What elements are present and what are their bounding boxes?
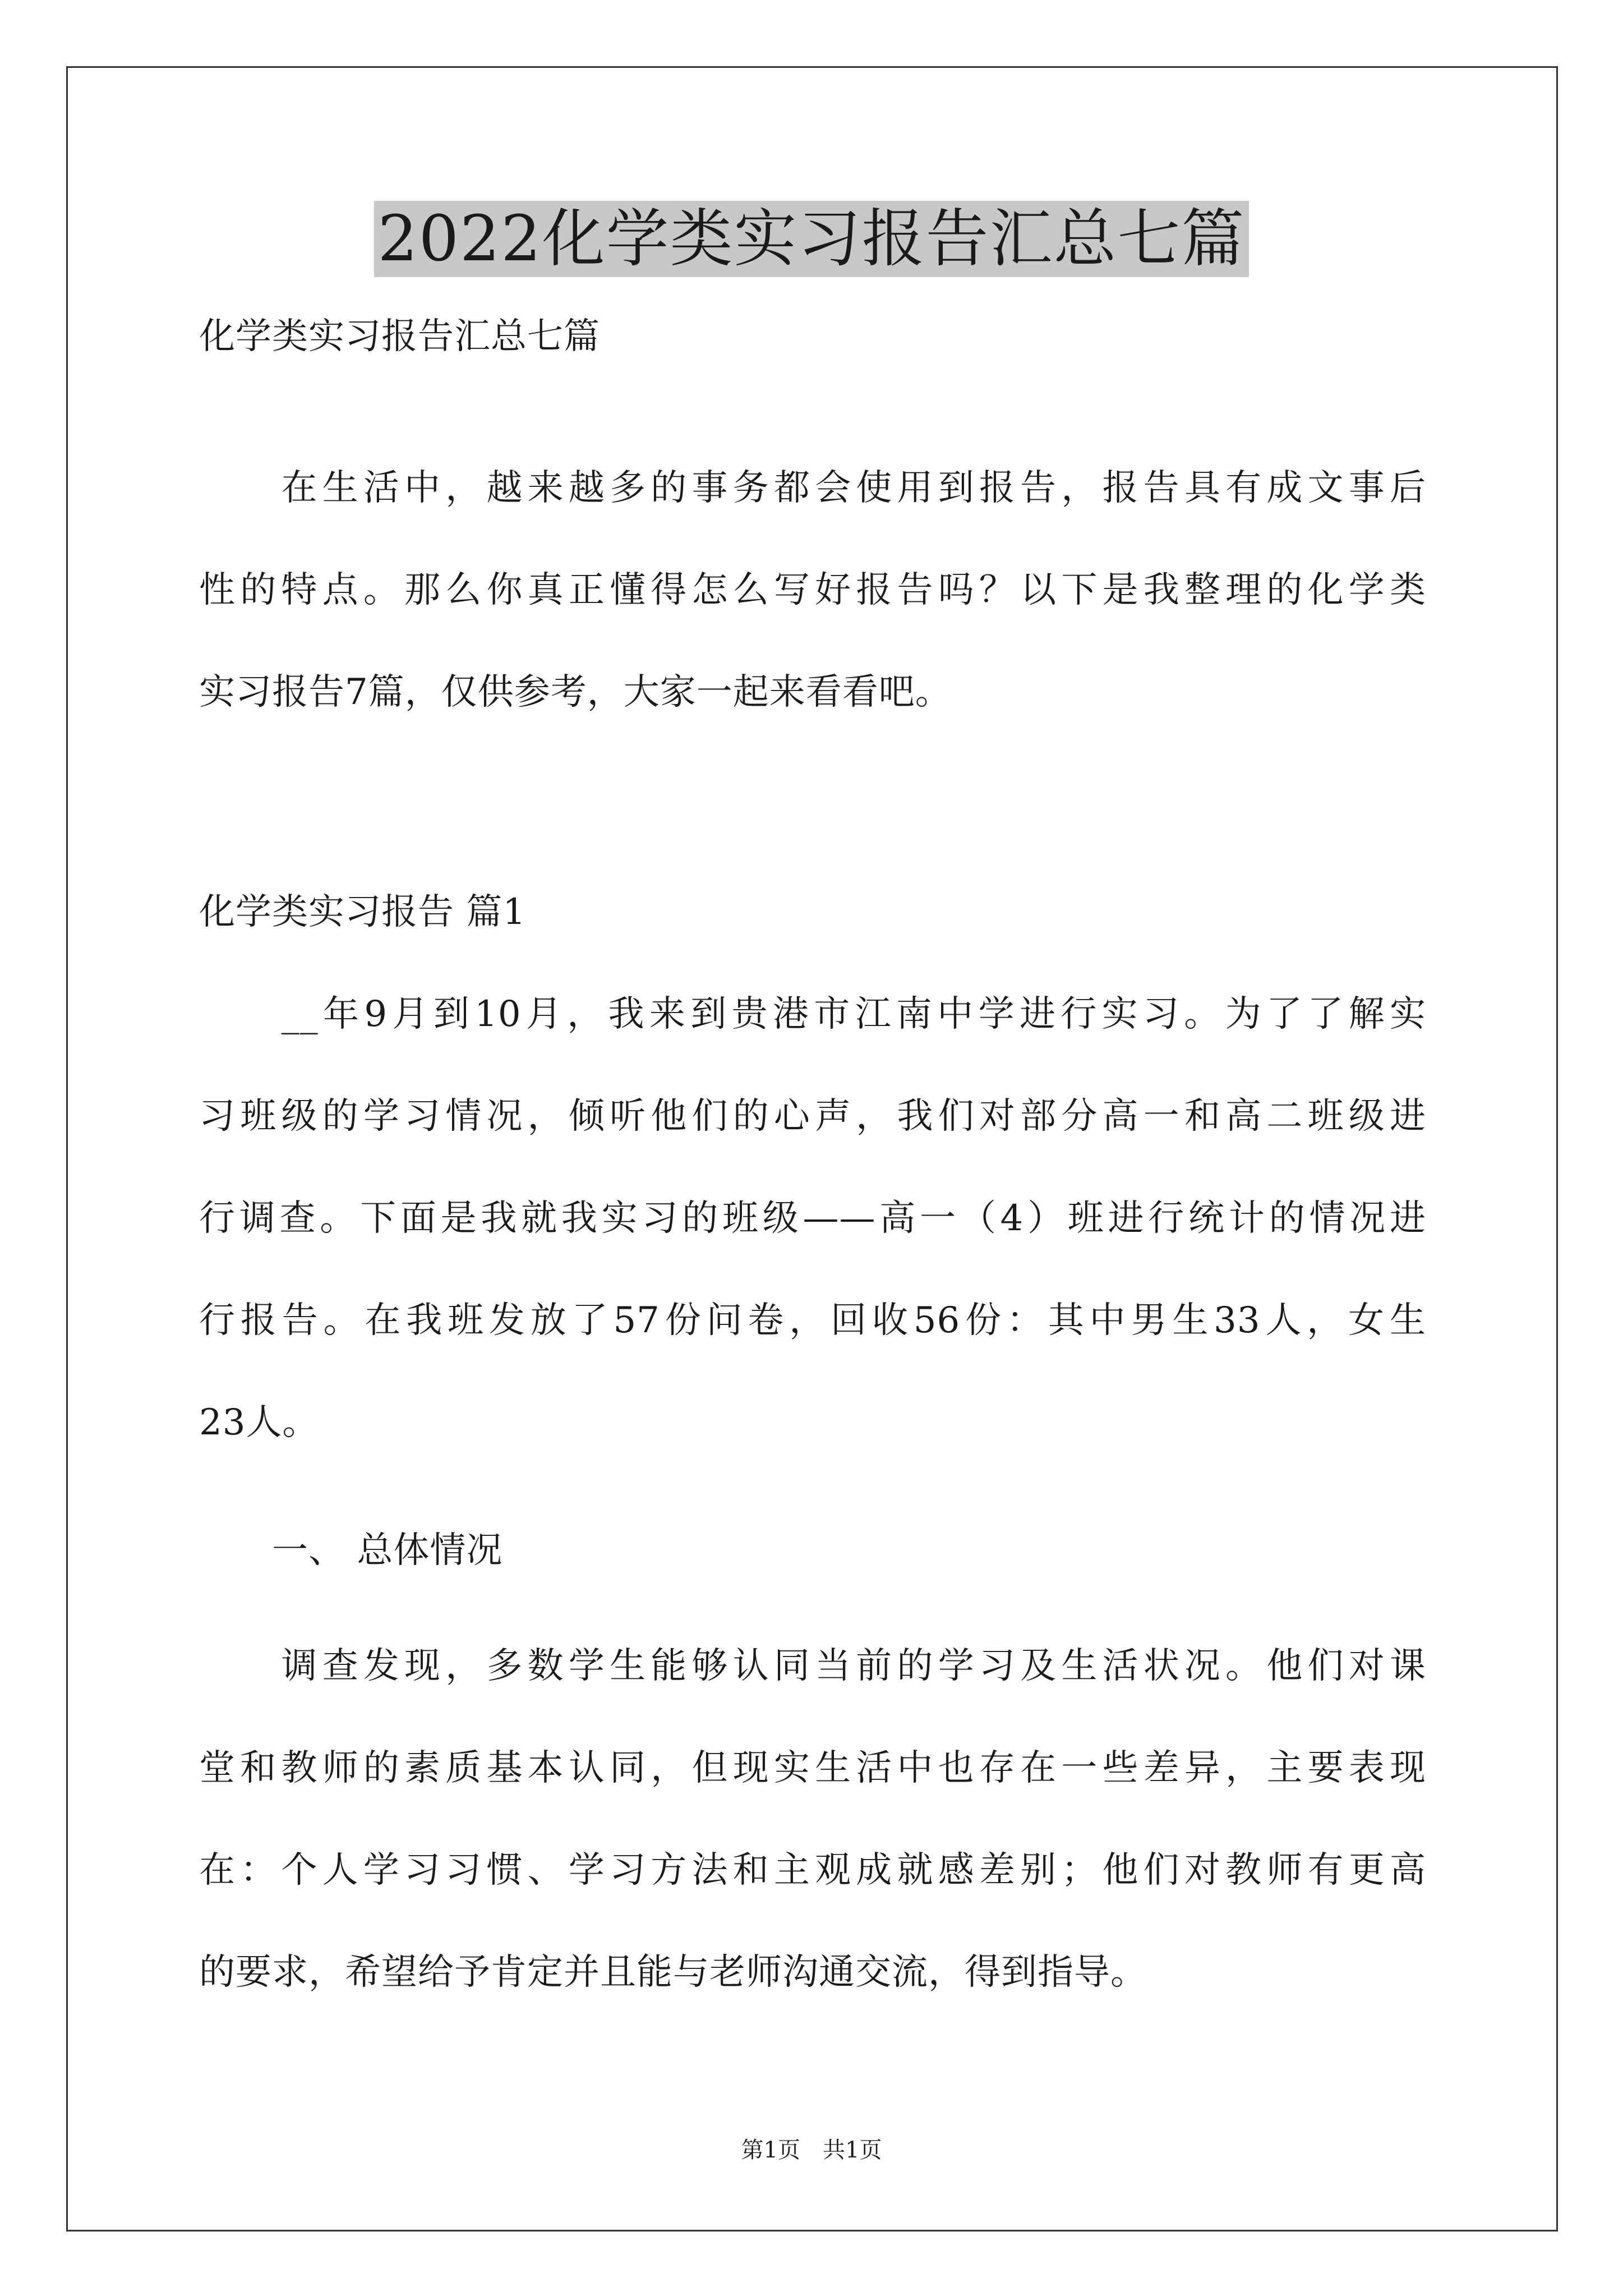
document-subtitle: 化学类实习报告汇总七篇 (199, 316, 600, 357)
page-footer: 第1页 共1页 (741, 2137, 882, 2163)
subheading: 一、 总体情况 (199, 1530, 503, 1571)
page-border (66, 66, 1558, 2231)
intro-line-2: 性的特点。那么你真正懂得怎么写好报告吗？以下是我整理的化学类 (199, 569, 1426, 611)
section-line-5: 23人。 (199, 1402, 319, 1443)
section-line-1: __年9月到10月，我来到贵港市江南中学进行实习。为了了解实 (199, 993, 1426, 1035)
intro-line-3: 实习报告7篇，仅供参考，大家一起来看看吧。 (199, 671, 952, 713)
body-line-3: 在：个人学习习惯、学习方法和主观成就感差别；他们对教师有更高 (199, 1849, 1426, 1891)
body-line-2: 堂和教师的素质基本认同，但现实生活中也存在一些差异，主要表现 (199, 1747, 1426, 1789)
document-title: 2022化学类实习报告汇总七篇 (374, 201, 1248, 277)
intro-line-1: 在生活中，越来越多的事务都会使用到报告，报告具有成文事后 (199, 467, 1426, 509)
section-line-4: 行报告。在我班发放了57份问卷，回收56份：其中男生33人，女生 (199, 1300, 1426, 1341)
body-line-1: 调查发现，多数学生能够认同当前的学习及生活状况。他们对课 (199, 1645, 1426, 1687)
body-line-4: 的要求，希望给予肯定并且能与老师沟通交流，得到指导。 (199, 1952, 1147, 1993)
section-line-3: 行调查。下面是我就我实习的班级——高一（4）班进行统计的情况进 (199, 1198, 1426, 1239)
section-heading: 化学类实习报告 篇1 (199, 891, 527, 933)
title-container (0, 201, 1623, 277)
section-line-2: 习班级的学习情况，倾听他们的心声，我们对部分高一和高二班级进 (199, 1096, 1426, 1137)
